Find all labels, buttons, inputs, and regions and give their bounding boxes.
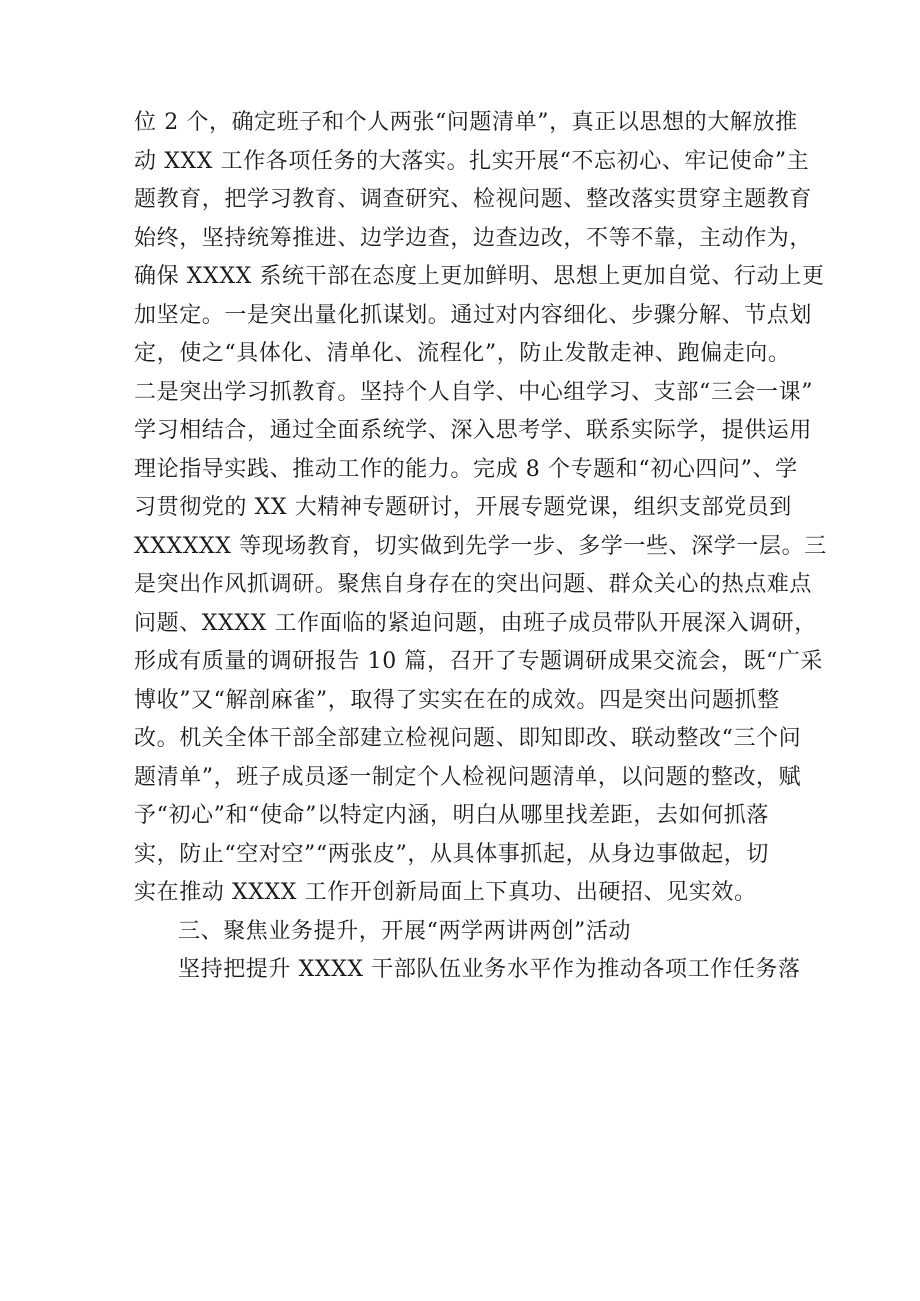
text-line: 二是突出学习抓教育。坚持个人自学、中心组学习、支部“三会一课” bbox=[134, 379, 814, 405]
text-line: 理论指导实践、推动工作的能力。完成 8 个专题和“初心四问”、学 bbox=[134, 456, 798, 482]
text-line: 予“初心”和“使命”以特定内涵，明白从哪里找差距，去如何抓落 bbox=[134, 803, 769, 828]
text-line: 坚持把提升 XXXX 干部队伍业务水平作为推动各项工作任务落 bbox=[178, 957, 801, 982]
text-line: XXXXXX 等现场教育，切实做到先学一步、多学一些、深学一层。三 bbox=[134, 533, 827, 559]
text-line: 改。机关全体干部全部建立检视问题、即知即改、联动整改“三个问 bbox=[134, 726, 802, 751]
text-line: 加坚定。一是突出量化抓谋划。通过对内容细化、步骤分解、节点划 bbox=[134, 302, 813, 328]
document-body bbox=[134, 104, 827, 990]
text-line: 习贯彻党的 XX 大精神专题研讨，开展专题党课，组织支部党员到 bbox=[134, 495, 792, 520]
text-line: 是突出作风抓调研。聚焦自身存在的突出问题、群众关心的热点难点 bbox=[134, 572, 813, 597]
text-line: 形成有质量的调研报告 10 篇，召开了专题调研成果交流会，既“广采 bbox=[134, 649, 824, 674]
text-line: 题教育，把学习教育、调查研究、检视问题、整改落实贯穿主题教育 bbox=[134, 187, 813, 212]
text-line: 学习相结合，通过全面系统学、深入思考学、联系实际学，提供运用 bbox=[134, 418, 813, 443]
text-line: 博收”又“解剖麻雀”，取得了实实在在的成效。四是突出问题抓整 bbox=[134, 687, 780, 713]
text-line: 实在推动 XXXX 工作开创新局面上下真功、出硬招、见实效。 bbox=[134, 880, 757, 905]
text-line: 问题、XXXX 工作面临的紧迫问题，由班子成员带队开展深入调研， bbox=[134, 610, 817, 636]
text-line: 位 2 个，确定班子和个人两张“问题清单”，真正以思想的大解放推 bbox=[134, 110, 798, 135]
text-line: 定，使之“具体化、清单化、流程化”，防止发散走神、跑偏走向。 bbox=[134, 341, 791, 366]
text-line: 确保 XXXX 系统干部在态度上更加鲜明、思想上更加自觉、行动上更 bbox=[134, 264, 825, 289]
text-line: 实，防止“空对空”“两张皮”，从具体事抓起，从身边事做起，切 bbox=[134, 841, 769, 867]
text-line: 始终，坚持统筹推进、边学边查，边查边改，不等不靠，主动作为， bbox=[134, 225, 813, 251]
text-line: 动 XXX 工作各项任务的大落实。扎实开展“不忘初心、牢记使命”主 bbox=[134, 148, 810, 174]
paragraph-2 bbox=[134, 951, 801, 990]
section-heading: 三、聚焦业务提升，开展“两学两讲两创”活动 bbox=[178, 918, 632, 944]
paragraph-1 bbox=[134, 104, 827, 913]
text-line: 题清单”，班子成员逐一制定个人检视问题清单，以问题的整改，赋 bbox=[134, 764, 802, 790]
